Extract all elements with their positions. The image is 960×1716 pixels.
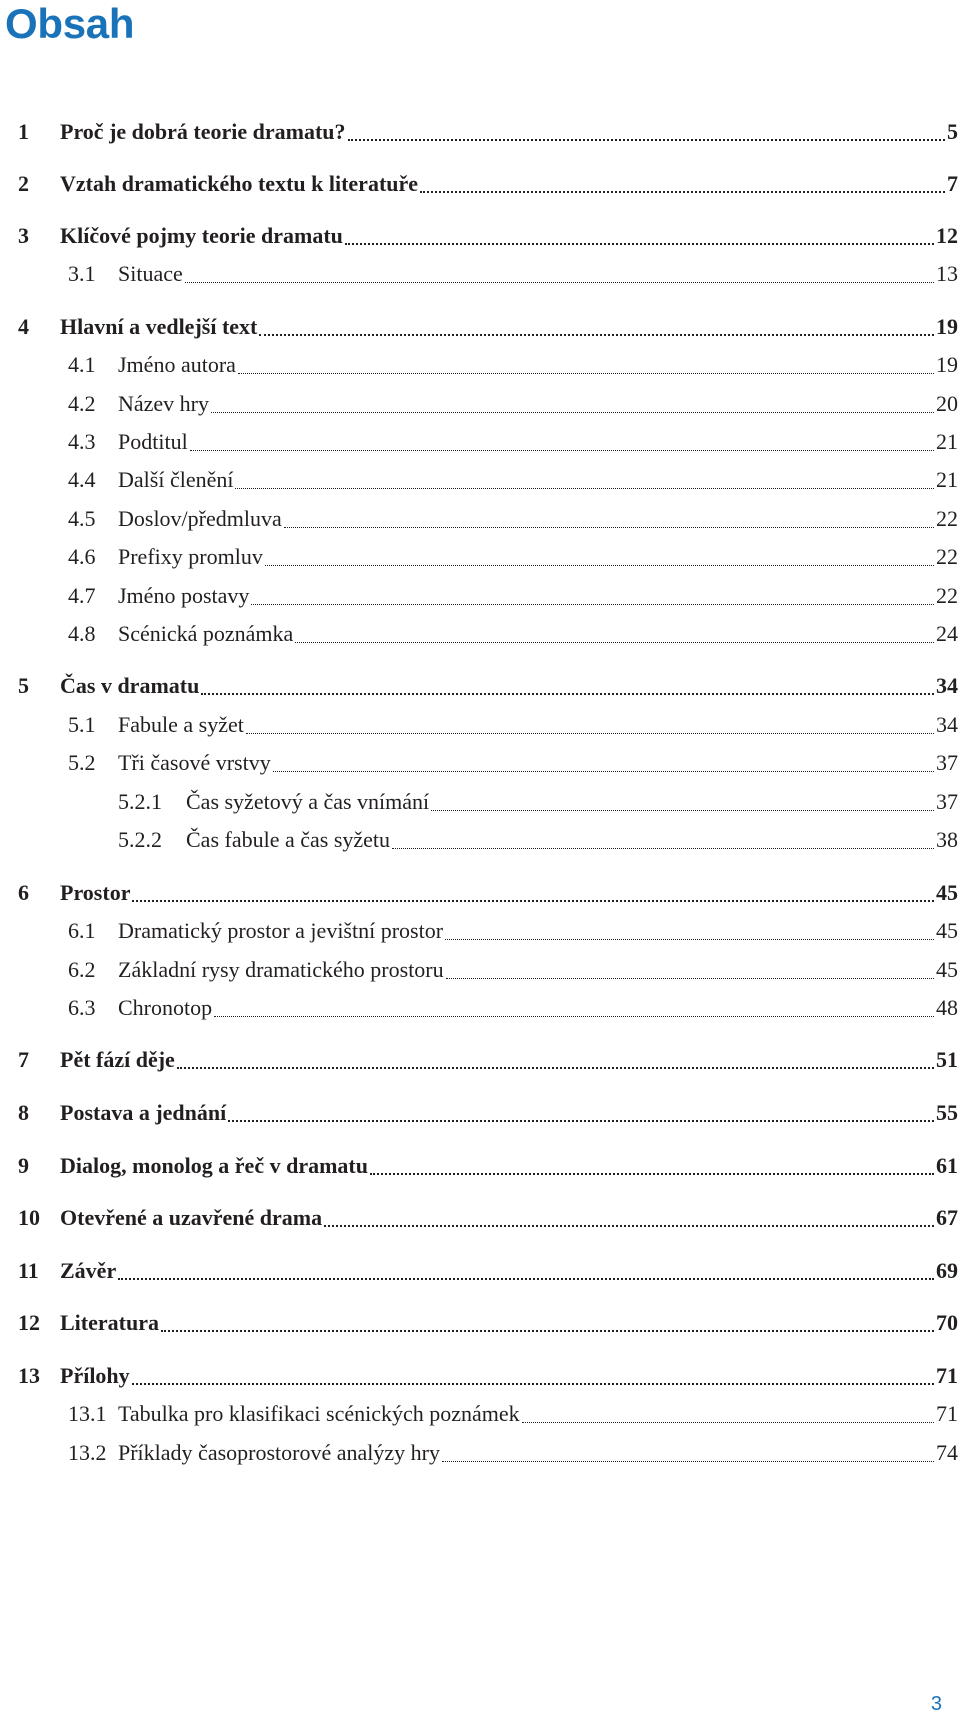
toc-entry-title: Jméno autora (118, 352, 236, 377)
toc-entry-page: 22 (936, 506, 958, 531)
dot-leader (246, 707, 936, 743)
toc-entry-number: 6.3 (68, 995, 96, 1020)
toc-entry-title: Tabulka pro klasifikaci scénických poznámek (118, 1401, 520, 1426)
toc-entry-title: Základní rysy dramatického prostoru (118, 957, 444, 982)
toc-entry-number: 4.1 (68, 352, 96, 377)
toc-entry-page: 34 (936, 673, 958, 698)
dot-leader (273, 745, 936, 781)
toc-entry-number: 13.1 (68, 1401, 107, 1426)
dot-leader (284, 501, 936, 537)
toc-entry-title: Klíčové pojmy teorie dramatu (60, 223, 343, 248)
toc-entry[interactable] (68, 1396, 958, 1432)
toc-entry[interactable] (68, 990, 958, 1026)
toc-entry-title: Příklady časoprostorové analýzy hry (118, 1440, 440, 1465)
toc-entry-number: 10 (18, 1205, 40, 1230)
toc-entry-page: 69 (936, 1258, 958, 1283)
toc-entry-number: 12 (18, 1310, 40, 1335)
dot-leader (251, 578, 936, 614)
toc-entry[interactable] (68, 913, 958, 949)
toc-entry-title: Závěr (60, 1258, 117, 1283)
toc-entry-title: Čas fabule a čas syžetu (186, 827, 391, 852)
toc-entry[interactable] (18, 1253, 958, 1289)
toc-entry-number: 13.2 (68, 1440, 107, 1465)
toc-entry-title: Scénická poznámka (118, 621, 294, 646)
toc-entry[interactable] (18, 218, 958, 254)
toc-entry-number: 4.7 (68, 583, 96, 608)
dot-leader (446, 952, 936, 988)
toc-entry[interactable] (18, 309, 958, 345)
dot-leader (118, 1253, 936, 1289)
toc-entry-title: Chronotop (118, 995, 213, 1020)
toc-entry[interactable] (18, 1095, 958, 1131)
toc-entry-page: 70 (936, 1310, 958, 1335)
dot-leader (185, 256, 936, 292)
dot-leader (348, 114, 947, 150)
toc-entry-number: 5.2.1 (118, 789, 162, 814)
toc-entry-page: 37 (936, 789, 958, 814)
dot-leader (190, 424, 936, 460)
toc-entry-number: 4 (18, 314, 29, 339)
toc-entry-page: 71 (936, 1401, 958, 1426)
toc-entry-title: Prostor (60, 880, 131, 905)
toc-entry[interactable] (68, 952, 958, 988)
toc-entry[interactable] (68, 539, 958, 575)
toc-entry-title: Hlavní a vedlejší text (60, 314, 258, 339)
toc-entry-title: Další členění (118, 467, 234, 492)
toc-entry-number: 4.5 (68, 506, 96, 531)
toc-entry-title: Situace (118, 261, 183, 286)
toc-entry[interactable] (18, 166, 958, 202)
toc-entry-page: 61 (936, 1153, 958, 1178)
toc-entry[interactable] (18, 114, 958, 150)
toc-entry-title: Čas syžetový a čas vnímání (186, 789, 430, 814)
toc-entry[interactable] (18, 1200, 958, 1236)
dot-leader (442, 1435, 936, 1471)
toc-entry-title: Přílohy (60, 1363, 130, 1388)
toc-entry-page: 21 (936, 429, 958, 454)
toc-entry-page: 74 (936, 1440, 958, 1465)
toc-entry-number: 5 (18, 673, 29, 698)
toc-entry-page: 48 (936, 995, 958, 1020)
dot-leader (132, 875, 936, 911)
toc-entry-title: Tři časové vrstvy (118, 750, 271, 775)
toc-entry-title: Čas v dramatu (60, 673, 200, 698)
toc-entry[interactable] (68, 256, 958, 292)
toc-entry-number: 1 (18, 119, 29, 144)
dot-leader (201, 668, 936, 704)
dot-leader (235, 462, 936, 498)
toc-entry-page: 19 (936, 314, 958, 339)
toc-entry[interactable] (68, 1435, 958, 1471)
toc-entry-number: 11 (18, 1258, 39, 1283)
toc-entry-number: 4.2 (68, 391, 96, 416)
toc-entry-page: 13 (936, 261, 958, 286)
toc-entry[interactable] (18, 668, 958, 704)
toc-entry-page: 55 (936, 1100, 958, 1125)
page-number: 3 (930, 1693, 942, 1715)
dot-leader (228, 1095, 936, 1131)
toc-entry-title: Postava a jednání (60, 1100, 227, 1125)
toc-entry[interactable] (18, 1042, 958, 1078)
toc-entry-title: Dramatický prostor a jevištní prostor (118, 918, 444, 943)
toc-entry-page: 67 (936, 1205, 958, 1230)
toc-entry-page: 5 (947, 119, 958, 144)
dot-leader (420, 166, 947, 202)
toc-entry-page: 45 (936, 957, 958, 982)
toc-entry-number: 9 (18, 1153, 29, 1178)
toc-entry-title: Dialog, monolog a řeč v dramatu (60, 1153, 368, 1178)
toc-entry-title: Proč je dobrá teorie dramatu? (60, 119, 346, 144)
toc-entry-number: 5.1 (68, 712, 96, 737)
dot-leader (214, 990, 936, 1026)
toc-entry-page: 19 (936, 352, 958, 377)
dot-leader (522, 1396, 936, 1432)
toc-entry-title: Pět fází děje (60, 1047, 175, 1072)
toc-entry[interactable] (68, 386, 958, 422)
dot-leader (431, 784, 936, 820)
toc-entry-page: 45 (936, 880, 958, 905)
toc-entry-page: 45 (936, 918, 958, 943)
toc-entry-title: Podtitul (118, 429, 188, 454)
dot-leader (445, 913, 936, 949)
toc-entry-number: 4.8 (68, 621, 96, 646)
dot-leader (177, 1042, 936, 1078)
toc-entry-number: 4.4 (68, 467, 96, 492)
toc-entry-number: 3.1 (68, 261, 96, 286)
toc-entry[interactable] (18, 1358, 958, 1394)
dot-leader (211, 386, 936, 422)
dot-leader (238, 347, 936, 383)
toc-entry-title: Jméno postavy (118, 583, 250, 608)
dot-leader (345, 218, 936, 254)
toc-entry[interactable] (68, 501, 958, 537)
toc-entry-title: Prefixy promluv (118, 544, 263, 569)
toc-entry[interactable] (18, 1148, 958, 1184)
toc-entry[interactable] (118, 822, 958, 858)
toc-entry-page: 22 (936, 544, 958, 569)
toc-entry-number: 8 (18, 1100, 29, 1125)
toc-entry-number: 3 (18, 223, 29, 248)
toc-entry-number: 13 (18, 1363, 40, 1388)
toc-entry[interactable] (118, 784, 958, 820)
toc-entry[interactable] (18, 875, 958, 911)
toc-entry-number: 6 (18, 880, 29, 905)
toc-entry-number: 6.1 (68, 918, 96, 943)
dot-leader (370, 1148, 936, 1184)
toc-entry-page: 22 (936, 583, 958, 608)
dot-leader (132, 1358, 936, 1394)
toc-entry-page: 7 (947, 171, 958, 196)
dot-leader (295, 616, 936, 652)
toc-entry-page: 38 (936, 827, 958, 852)
toc-entry-title: Vztah dramatického textu k literatuře (60, 171, 419, 196)
toc-entry-page: 71 (936, 1363, 958, 1388)
toc-entry-number: 7 (18, 1047, 29, 1072)
toc-entry[interactable] (68, 616, 958, 652)
dot-leader (161, 1305, 936, 1341)
toc-entry[interactable] (68, 347, 958, 383)
toc-entry-page: 37 (936, 750, 958, 775)
toc-entry-title: Otevřené a uzavřené drama (60, 1205, 323, 1230)
toc-entry-number: 5.2 (68, 750, 96, 775)
toc-entry-page: 20 (936, 391, 958, 416)
toc-entry-page: 21 (936, 467, 958, 492)
dot-leader (265, 539, 936, 575)
toc-entry-number: 4.6 (68, 544, 96, 569)
page-title: Obsah (5, 0, 135, 47)
dot-leader (392, 822, 936, 858)
toc-entry-title: Fabule a syžet (118, 712, 244, 737)
toc-entry-title: Doslov/předmluva (118, 506, 282, 531)
toc-entry-page: 12 (936, 223, 958, 248)
dot-leader (259, 309, 936, 345)
toc-entry-page: 24 (936, 621, 958, 646)
toc-entry-title: Název hry (118, 391, 210, 416)
toc-entry[interactable] (18, 1305, 958, 1341)
toc-entry-number: 5.2.2 (118, 827, 162, 852)
toc-entry-number: 2 (18, 171, 29, 196)
toc-entry[interactable] (68, 745, 958, 781)
toc-entry-page: 34 (936, 712, 958, 737)
toc-entry-number: 4.3 (68, 429, 96, 454)
toc-entry[interactable] (68, 578, 958, 614)
toc-entry[interactable] (68, 424, 958, 460)
dot-leader (324, 1200, 936, 1236)
toc-entry[interactable] (68, 462, 958, 498)
toc-entry-title: Literatura (60, 1310, 159, 1335)
toc-entry-number: 6.2 (68, 957, 96, 982)
toc-entry[interactable] (68, 707, 958, 743)
toc-entry-page: 51 (936, 1047, 958, 1072)
